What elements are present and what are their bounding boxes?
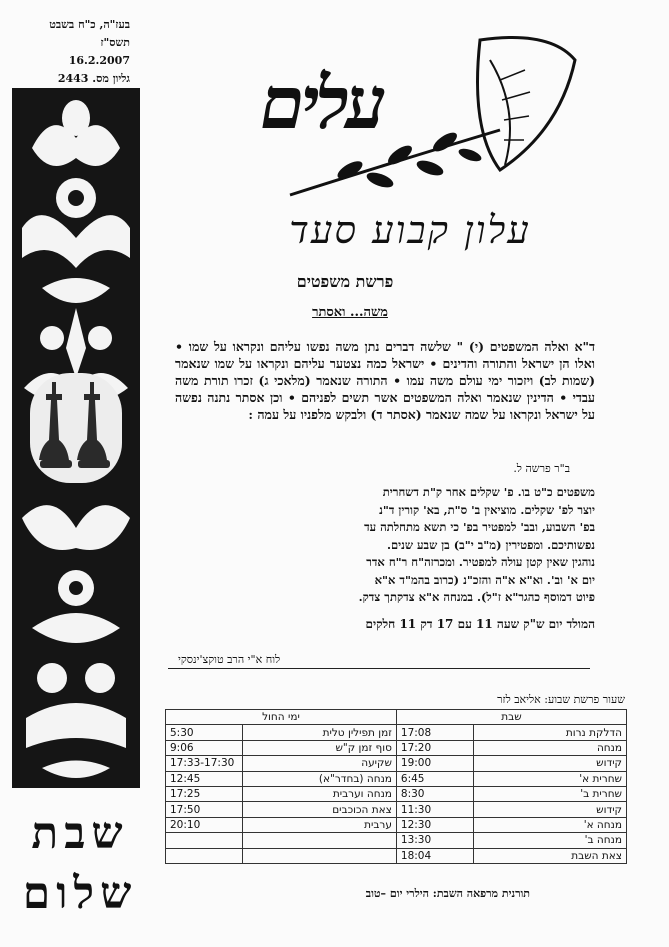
shabbat-time: 13:30: [396, 833, 473, 848]
weekday-time: 20:10: [166, 817, 243, 832]
weekday-label: מנחה וערבית: [243, 786, 397, 801]
shabbat-label: מנחה ב': [473, 833, 626, 848]
halacha-paragraph: [210, 484, 595, 607]
shabbat-label: קידוש: [473, 802, 626, 817]
table-row: [166, 817, 627, 832]
halacha-line: נוהגין שאין קטן עולה למפטיר. ומכרזה"ח ר"ח אדר: [366, 555, 595, 569]
weekday-label: סוף זמן ק"ש: [243, 740, 397, 755]
section-title: משה... ואסתר: [312, 305, 388, 320]
weekday-time: 17:25: [166, 786, 243, 801]
table-row: [166, 725, 627, 740]
table-row: [166, 848, 627, 863]
shabbat-time: 17:08: [396, 725, 473, 740]
shabbat-label: שחרית ב': [473, 786, 626, 801]
weekday-label: זמן תפילין טלית: [243, 725, 397, 740]
weekday-time: [166, 833, 243, 848]
table-row: [166, 833, 627, 848]
shabbat-time: 6:45: [396, 771, 473, 786]
halacha-line: יום א' וב'. וא"א א"ה והזכ"נ (כרוב בהמ"ד א"א: [374, 572, 595, 587]
divider: [168, 668, 590, 669]
weekday-time: 9:06: [166, 740, 243, 755]
weekday-label: [243, 833, 397, 848]
issue-header: [20, 16, 130, 88]
weekday-time: [166, 848, 243, 863]
table-row: [166, 756, 627, 771]
candlesticks-illustration: [38, 380, 118, 484]
calendar-credit: לוח א"י הרב טוקצ'ינסקי: [178, 653, 281, 666]
shabbat-label: שחרית א': [473, 771, 626, 786]
weekday-label: צאת הכוכבים: [243, 802, 397, 817]
weekday-time: 17:50: [166, 802, 243, 817]
weekly-lesson-line: שעור פרשת שבוע: אליאב לזר: [497, 693, 625, 706]
table-header-row: [166, 710, 627, 725]
shabbat-label: צאת השבת: [473, 848, 626, 863]
weekday-time: 12:45: [166, 771, 243, 786]
weekday-column-header: ימי החול: [166, 710, 397, 725]
civil-date: 16.2.2007: [68, 54, 130, 67]
weekday-label: שקיעה: [243, 756, 397, 771]
table-row: [166, 740, 627, 755]
logo-wordmark: עלים: [260, 60, 383, 145]
prayer-times-table: [165, 709, 627, 864]
shalom-text: שלום: [22, 868, 138, 919]
shabbat-time: 18:04: [396, 848, 473, 863]
table-row: [166, 802, 627, 817]
halacha-line: יוצר לפ' שקלים. מוציאין ב' ס"ת, בא' קורין ד"נ: [379, 502, 595, 517]
weekday-time: 5:30: [166, 725, 243, 740]
hebrew-date: בעז"ה, כ"ח בשבט תשס"ז: [49, 18, 130, 49]
halacha-line: משפטים כ"ט בו. פ' שקלים אחר ק"ת דשחרית: [382, 485, 595, 499]
halacha-line: נפשותיכם. ומפטירין (מ"ב י"ב) בן שבע שנים.: [386, 537, 595, 552]
paragraph-source: ב"ר פרשה ל.: [513, 462, 570, 475]
shabbat-time: 19:00: [396, 756, 473, 771]
shabbat-label: מנחה א': [473, 817, 626, 832]
shabbat-time: 12:30: [396, 817, 473, 832]
table-row: [166, 771, 627, 786]
halacha-line: בפ' השבוע, ובב' למפטיר בפ' כי תשא מתחלתה עד: [364, 520, 595, 534]
shabbat-label: קידוש: [473, 756, 626, 771]
shabbat-time: 8:30: [396, 786, 473, 801]
shabbat-text: שבת: [31, 808, 129, 859]
duty-nurse-line: תורנית מרפאה השבת: הילרי יום –טוב: [365, 887, 530, 900]
parasha-title: פרשת משפטים: [296, 272, 394, 291]
shabbat-label: מנחה: [473, 740, 626, 755]
weekday-label: ערבית: [243, 817, 397, 832]
main-paragraph: ד"א ואלה המשפטים (י) " שלשה דברים נתן משה נפשו עליהם ונקראו על שמו • ואלו הן ישראל והתורה והדינים • ישראל כמה נצטער עליהם ונקראו על שמו שנאמר (שמות לב) ויזכור ימי עולם משה עמו • התורה שנאמר (מלאכי ג) זכרו תורת משה עבדי • הדינין שנאמר ואלה המשפטים אשר תשים לפניהם • וכן אסתר נתנה נפשה על ישראל ונקראו על שמה שנאמר (אסתר ד) ולבקש מלפניו על עמה :: [175, 339, 595, 422]
weekday-label: מנחה (בחדר"א): [243, 771, 397, 786]
shabbat-column-header: שבת: [396, 710, 626, 725]
weekday-label: [243, 848, 397, 863]
halacha-line: פיוט דמוסף כהגר"א ז"ל). במנחה א"א צדקתך צדק.: [358, 590, 595, 604]
molad-line: המולד יום ש"ק שעה 11 עם 17 דק 11 חלקים: [365, 617, 595, 631]
weekday-time: 17:33-17:30: [166, 756, 243, 771]
table-row: [166, 786, 627, 801]
newsletter-subtitle: עלון קבוע סעד: [289, 208, 531, 252]
shabbat-time: 11:30: [396, 802, 473, 817]
issue-number: גליון מס. 2443: [57, 72, 130, 85]
shabbat-time: 17:20: [396, 740, 473, 755]
shabbat-label: הדלקת נרות: [473, 725, 626, 740]
